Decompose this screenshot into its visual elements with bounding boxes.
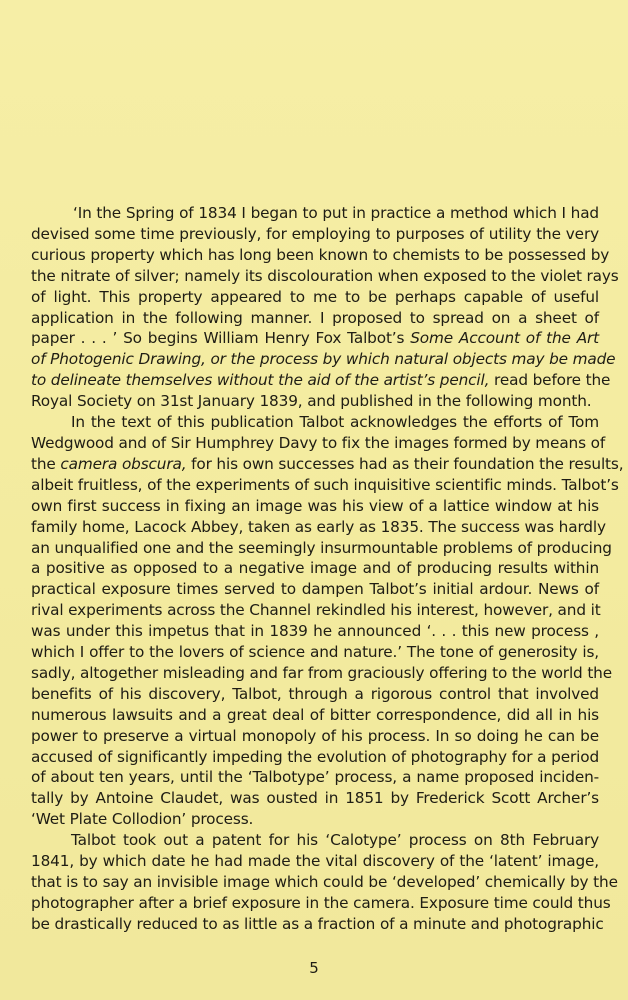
- italic-title: to delineate themselves without the aid of the artist’s pencil,: [31, 371, 490, 390]
- text-line: a positive as opposed to a negative image and of producing results within: [31, 559, 599, 578]
- text-line: Talbot took out a patent for his ‘Calotype’ process on 8th February: [71, 831, 599, 850]
- italic-title: of Photogenic Drawing, or the process by which natural objects may be made: [31, 350, 616, 369]
- italic-term: camera obscura,: [60, 454, 187, 473]
- text-line: devised some time previously, for employing to purposes of utility the very: [31, 224, 599, 243]
- text-line: was under this impetus that in 1839 he announced ‘. . . this new process ,: [31, 622, 599, 641]
- text-line: paper . . . ’ So begins William Henry Fox Talbot’s Some Account of the Art: [31, 329, 600, 348]
- text-line: albeit fruitless, of the experiments of such inquisitive scientific minds. Talbot’s: [31, 475, 619, 494]
- text-line: tally by Antoine Claudet, was ousted in 1851 by Frederick Scott Archer’s: [31, 789, 599, 808]
- text-line: sadly, altogether misleading and far from graciously offering to the world the: [31, 663, 612, 682]
- text-line: to delineate themselves without the aid of the artist’s pencil, read before the: [31, 371, 611, 390]
- text-line: ‘In the Spring of 1834 I began to put in practice a method which I had: [73, 204, 599, 222]
- text-line: the nitrate of silver; namely its discolouration when exposed to the violet rays: [31, 266, 619, 285]
- text-line: of light. This property appeared to me to be perhaps capable of useful: [31, 287, 599, 306]
- text-line: practical exposure times served to dampen Talbot’s initial ardour. News of: [31, 580, 599, 599]
- text-line: curious property which has long been known to chemists to be possessed by: [31, 245, 610, 264]
- paragraph-3: [31, 830, 618, 935]
- text-line: Royal Society on 31st January 1839, and published in the following month.: [31, 392, 592, 411]
- text-line: accused of significantly impeding the evolution of photography for a period: [31, 747, 599, 766]
- text-line: an unqualified one and the seemingly insurmountable problems of producing: [31, 538, 612, 557]
- text-line: benefits of his discovery, Talbot, through a rigorous control that involved: [31, 684, 599, 703]
- text-line: that is to say an invisible image which could be ‘developed’ chemically by the: [31, 873, 618, 891]
- text-line: 1841, by which date he had made the vital discovery of the ‘latent’ image,: [31, 852, 599, 871]
- text-line: own first success in fixing an image was his view of a lattice window at his: [31, 496, 599, 515]
- text-line: numerous lawsuits and a great deal of bitter correspondence, did all in his: [31, 705, 599, 724]
- paragraph-2: [31, 412, 624, 830]
- text-line: family home, Lacock Abbey, taken as early as 1835. The success was hardly: [31, 517, 606, 536]
- paragraph-1: [31, 203, 619, 412]
- text-line: application in the following manner. I proposed to spread on a sheet of: [31, 308, 599, 327]
- text-line: the camera obscura, for his own successes had as their foundation the results,: [31, 454, 624, 473]
- text-line: which I offer to the lovers of science and nature.’ The tone of generosity is,: [31, 643, 599, 662]
- body-text: [31, 203, 624, 935]
- text-line: rival experiments across the Channel rekindled his interest, however, and it: [31, 601, 601, 620]
- text-line: In the text of this publication Talbot acknowledges the efforts of Tom: [71, 413, 599, 432]
- text-line: [31, 349, 616, 370]
- text-line: Wedgwood and of Sir Humphrey Davy to fix the images formed by means of: [31, 433, 606, 452]
- italic-title: Some Account of the Art: [410, 329, 600, 348]
- text-line: ‘Wet Plate Collodion’ process.: [31, 810, 254, 829]
- text-line: power to preserve a virtual monopoly of his process. In so doing he can be: [31, 726, 599, 745]
- text-line: be drastically reduced to as little as a fraction of a minute and photographic: [31, 914, 604, 933]
- text-line: photographer after a brief exposure in the camera. Exposure time could thus: [31, 893, 611, 912]
- page-number: 5: [309, 959, 319, 977]
- text-line: of about ten years, until the ‘Talbotype’ process, a name proposed inciden-: [31, 768, 599, 787]
